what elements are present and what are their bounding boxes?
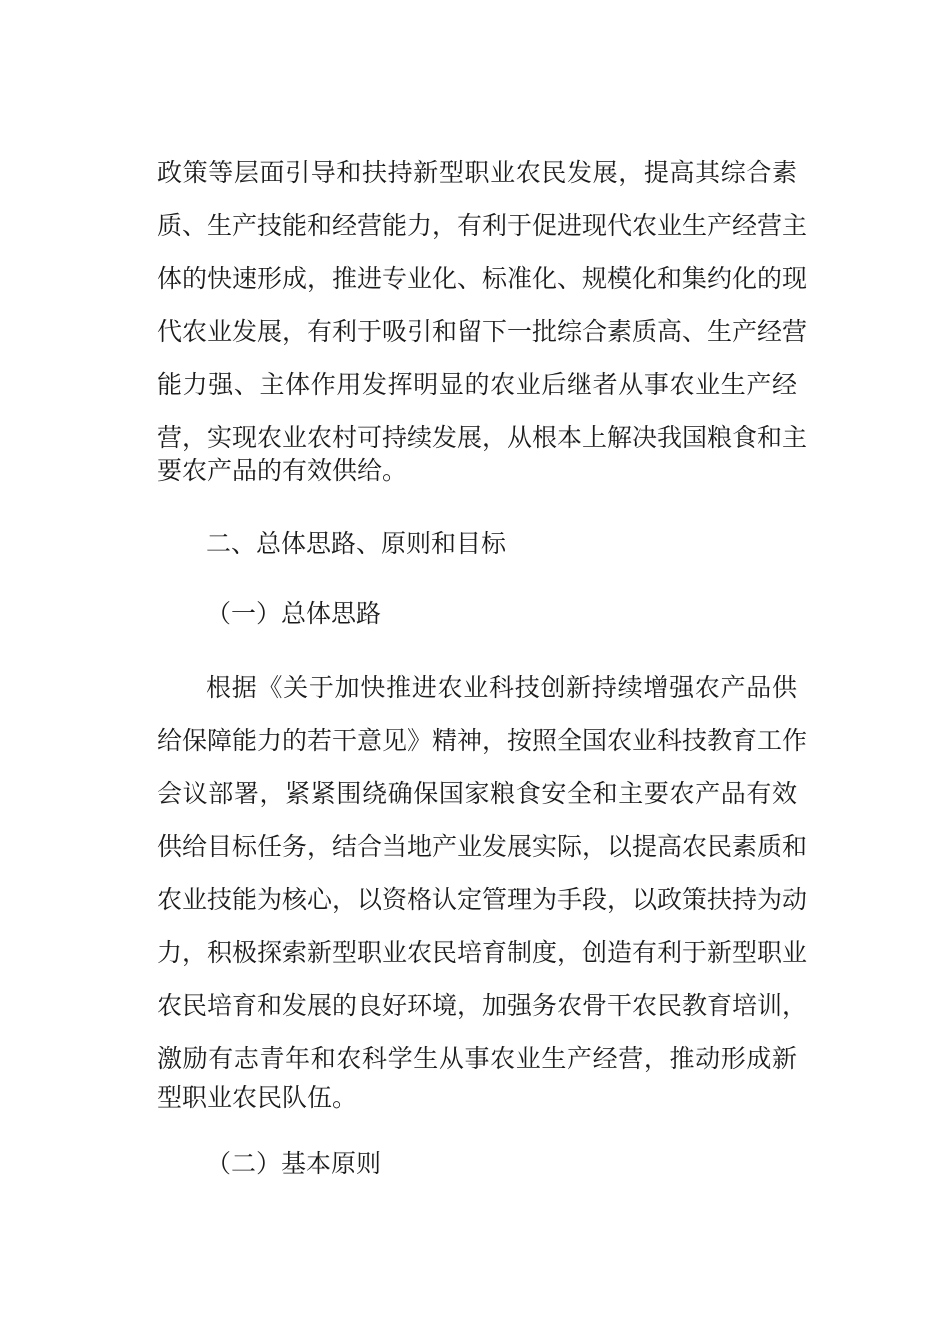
paragraph-line: 激励有志青年和农科学生从事农业生产经营，推动形成新: [157, 1044, 797, 1073]
paragraph-line: 农业技能为核心，以资格认定管理为手段，以政策扶持为动: [157, 885, 808, 914]
paragraph-line: 农民培育和发展的良好环境，加强务农骨干农民教育培训，: [157, 991, 808, 1020]
paragraph-line: 政策等层面引导和扶持新型职业农民发展，提高其综合素: [157, 158, 797, 187]
paragraph-line: 供给目标任务，结合当地产业发展实际，以提高农民素质和: [157, 832, 808, 861]
paragraph-line: 体的快速形成，推进专业化、标准化、规模化和集约化的现: [157, 264, 808, 293]
paragraph-line: 营，实现农业农村可持续发展，从根本上解决我国粮食和主: [157, 423, 808, 452]
subheading-overall-approach: （一）总体思路: [206, 599, 382, 628]
paragraph-line: 力，积极探索新型职业农民培育制度，创造有利于新型职业: [157, 938, 808, 967]
paragraph-line: 能力强、主体作用发挥明显的农业后继者从事农业生产经: [157, 370, 797, 399]
section-heading: 二、总体思路、原则和目标: [206, 529, 507, 558]
paragraph-line: 质、生产技能和经营能力，有利于促进现代农业生产经营主: [157, 211, 808, 240]
paragraph-line: 会议部署，紧紧围绕确保国家粮食安全和主要农产品有效: [157, 779, 797, 808]
paragraph-line: 要农产品的有效供给。: [157, 456, 408, 485]
paragraph-line: 根据《关于加快推进农业科技创新持续增强农产品供: [206, 673, 797, 702]
paragraph-line: 给保障能力的若干意见》精神，按照全国农业科技教育工作: [157, 726, 808, 755]
paragraph-line: 型职业农民队伍。: [157, 1083, 358, 1112]
subheading-basic-principles: （二）基本原则: [206, 1149, 382, 1178]
paragraph-line: 代农业发展，有利于吸引和留下一批综合素质高、生产经营: [157, 317, 808, 346]
